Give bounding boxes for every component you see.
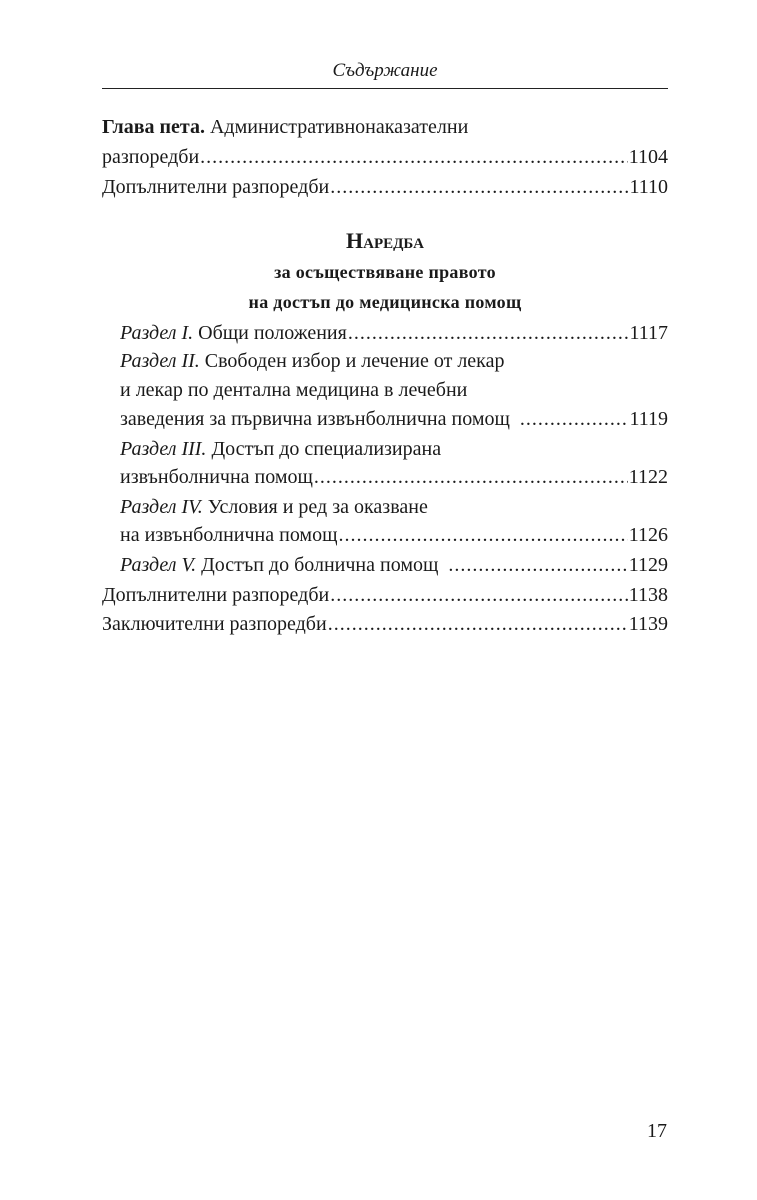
entry-text: Допълнителни разпоредби — [102, 584, 330, 606]
section-label: Раздел V. — [120, 554, 197, 576]
section-label: Раздел III. — [120, 438, 207, 460]
entry-text: Допълнителни разпоредби — [102, 176, 330, 198]
page-header-title: Съдържание — [332, 60, 438, 81]
toc-entry-section-5[interactable] — [120, 550, 668, 580]
section-title: Достъп до болнична помощ — [201, 554, 439, 576]
entry-page: 1122 — [628, 466, 668, 488]
dot-leader — [520, 404, 629, 434]
section-title: Достъп до специализирана — [211, 438, 442, 460]
toc-section-3-line1 — [120, 434, 668, 464]
section-label: Раздел II. — [120, 350, 200, 372]
entry-text: Заключителни разпоредби — [102, 613, 327, 635]
toc-section-2-line1 — [120, 346, 668, 376]
toc-entry-section-2[interactable] — [120, 404, 668, 434]
entry-text — [120, 318, 347, 348]
toc-section-2-line2: и лекар по дентална медицина в лечебни — [120, 379, 468, 401]
toc-entry-supplementary[interactable] — [102, 172, 668, 202]
dot-leader — [314, 462, 628, 492]
section-title: Условия и ред за оказване — [207, 496, 428, 518]
entry-text: на извънболнична помощ — [120, 524, 338, 546]
dot-leader — [448, 550, 627, 580]
entry-page: 1104 — [628, 146, 668, 168]
dot-leader — [200, 142, 628, 172]
entry-text: извънболнична помощ — [120, 466, 313, 488]
section-title: Свободен избор и лечение от лекар — [204, 350, 505, 372]
dot-leader — [328, 609, 628, 639]
dot-leader — [330, 172, 628, 202]
ordinance-title: Наредба — [346, 228, 424, 253]
toc-entry-section-4[interactable] — [120, 520, 668, 550]
section-label: Раздел IV. — [120, 496, 203, 518]
entry-page: 1139 — [628, 613, 668, 635]
entry-page: 1119 — [629, 408, 668, 430]
dot-leader — [339, 520, 628, 550]
header-rule — [102, 88, 668, 89]
dot-leader — [348, 318, 629, 348]
entry-page: 1117 — [629, 322, 668, 344]
entry-text: заведения за първична извънболнична помощ — [120, 408, 510, 430]
entry-page: 1126 — [628, 524, 668, 546]
entry-page: 1129 — [628, 554, 668, 576]
toc-entry-final[interactable] — [102, 609, 668, 639]
toc-entry-chapter5[interactable] — [102, 142, 668, 172]
entry-page: 1110 — [629, 176, 668, 198]
toc-chapter-heading — [102, 112, 668, 142]
ordinance-subtitle-line1: за осъществяване правото — [274, 262, 496, 282]
toc-entry-section-1[interactable] — [120, 318, 668, 348]
page-number: 17 — [647, 1120, 667, 1142]
section-label: Раздел I. — [120, 322, 194, 344]
chapter-label: Глава пета. — [102, 116, 205, 138]
section-title: Общи положения — [198, 322, 347, 344]
entry-text: разпоредби — [102, 146, 200, 168]
toc-section-4-line1 — [120, 492, 668, 522]
toc-entry-section-3[interactable] — [120, 462, 668, 492]
toc-entry-supplementary-2[interactable] — [102, 580, 668, 610]
dot-leader — [330, 580, 628, 610]
chapter-title-line1: Административнонаказателни — [209, 116, 469, 138]
ordinance-subtitle-line2: на достъп до медицинска помощ — [248, 292, 522, 312]
entry-page: 1138 — [628, 584, 668, 606]
entry-text — [120, 550, 438, 580]
